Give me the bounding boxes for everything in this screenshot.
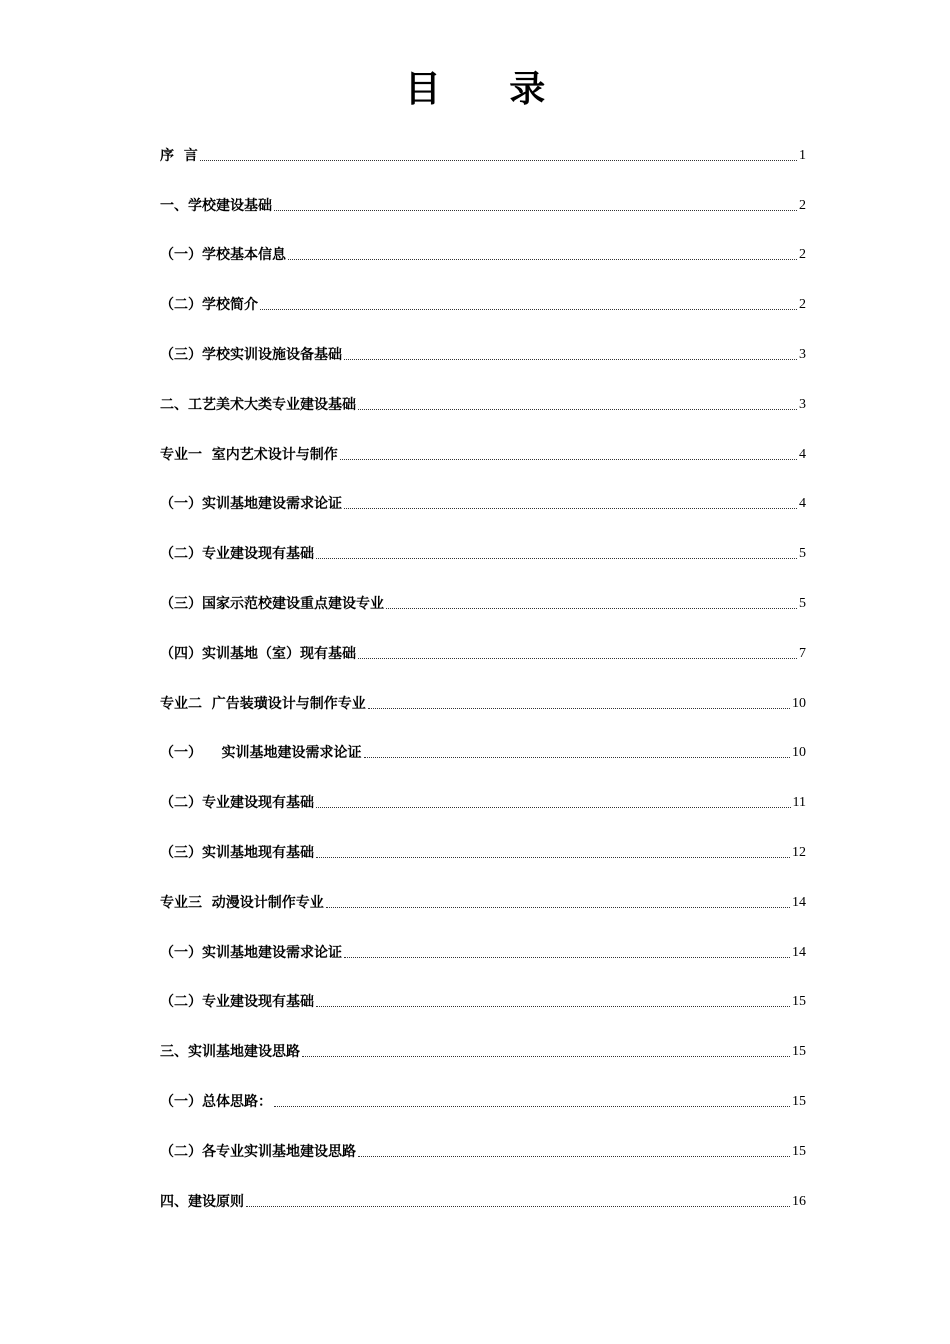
toc-entry-label: （三）国家示范校建设重点建设专业 (160, 595, 384, 612)
toc-leader-dots (316, 558, 797, 559)
toc-entry-preface[interactable] (160, 141, 806, 191)
toc-entry-page: 3 (799, 396, 806, 412)
toc-entry[interactable] (160, 340, 806, 390)
toc-entry[interactable] (160, 589, 806, 639)
toc-entry[interactable] (160, 888, 806, 938)
toc-entry-label: 三、实训基地建设思路 (160, 1044, 300, 1061)
toc-leader-dots (302, 1056, 790, 1057)
toc-entry-label: （一）学校基本信息 (160, 247, 286, 264)
toc-entry-page: 2 (799, 197, 806, 213)
toc-leader-dots (246, 1206, 790, 1207)
toc-entry-page: 15 (792, 1044, 806, 1060)
toc-entry[interactable] (160, 1187, 806, 1237)
toc-leader-dots (326, 907, 790, 908)
toc-entry-page: 7 (799, 645, 806, 661)
toc-leader-dots (368, 708, 790, 709)
toc-entry[interactable] (160, 191, 806, 241)
toc-entry[interactable] (160, 1037, 806, 1087)
toc-entry-label: （一）总体思路： (160, 1093, 272, 1110)
toc-entry[interactable] (160, 1087, 806, 1137)
toc-entry-label: （二）学校简介 (160, 297, 258, 314)
toc-entry-label: （二）专业建设现有基础 (160, 994, 314, 1011)
toc-leader-dots (344, 957, 790, 958)
toc-leader-dots (358, 409, 797, 410)
toc-entry-label: （三）学校实训设施设备基础 (160, 346, 342, 363)
toc-leader-dots (316, 807, 791, 808)
toc-leader-dots (386, 608, 797, 609)
toc-entry-page: 2 (799, 297, 806, 313)
toc-leader-dots (260, 309, 797, 310)
toc-entry[interactable] (160, 788, 806, 838)
toc-leader-dots (316, 1006, 790, 1007)
toc-entry-page: 15 (792, 994, 806, 1010)
toc-entry-label: 专业二 广告装璜设计与制作专业 (160, 695, 366, 712)
toc-entry-label: 二、工艺美术大类专业建设基础 (160, 396, 356, 413)
toc-entry-page: 3 (799, 346, 806, 362)
toc-entry[interactable] (160, 988, 806, 1038)
toc-entry[interactable] (160, 241, 806, 291)
toc-entry-label: （四）实训基地（室）现有基础 (160, 645, 356, 662)
toc-entry[interactable] (160, 290, 806, 340)
toc-entry-page: 4 (799, 496, 806, 512)
toc-leader-dots (316, 857, 790, 858)
toc-entry-page: 16 (792, 1193, 806, 1209)
toc-leader-dots (288, 259, 797, 260)
toc-entry[interactable] (160, 1137, 806, 1187)
toc-entry-page: 1 (799, 147, 806, 163)
toc-entry[interactable] (160, 938, 806, 988)
toc-leader-dots (344, 359, 797, 360)
toc-leader-dots (200, 160, 797, 161)
toc-entry[interactable] (160, 490, 806, 540)
toc-leader-dots (274, 210, 797, 211)
toc-entry-label: 四、建设原则 (160, 1193, 244, 1210)
page-title: 目 录 (404, 69, 574, 110)
toc-entry-page: 11 (792, 795, 806, 811)
toc-entry-label: 序 言 (160, 147, 198, 164)
toc-entry-label: （一）实训基地建设需求论证 (160, 496, 342, 513)
toc-entry-page: 14 (792, 894, 806, 910)
toc-entry-page: 15 (792, 1143, 806, 1159)
toc-entry-page: 14 (792, 944, 806, 960)
toc-entry-page: 2 (799, 247, 806, 263)
toc-entry-label: （二）专业建设现有基础 (160, 795, 314, 812)
table-of-contents (160, 141, 806, 1237)
toc-entry-label: 专业一 室内艺术设计与制作 (160, 446, 338, 463)
toc-entry-label: （二）各专业实训基地建设思路 (160, 1143, 356, 1160)
toc-entry-page: 5 (799, 546, 806, 562)
toc-entry[interactable] (160, 739, 806, 789)
toc-leader-dots (344, 508, 797, 509)
toc-entry-page: 10 (792, 695, 806, 711)
toc-entry[interactable] (160, 838, 806, 888)
toc-entry[interactable] (160, 639, 806, 689)
toc-leader-dots (358, 1156, 790, 1157)
toc-leader-dots (274, 1106, 790, 1107)
toc-entry-label: 一、学校建设基础 (160, 197, 272, 214)
toc-entry-label: （三）实训基地现有基础 (160, 844, 314, 861)
toc-entry[interactable] (160, 539, 806, 589)
toc-leader-dots (340, 459, 797, 460)
toc-entry[interactable] (160, 689, 806, 739)
toc-entry[interactable] (160, 390, 806, 440)
toc-entry-label: （一）实训基地建设需求论证 (160, 944, 342, 961)
toc-entry-page: 12 (792, 844, 806, 860)
toc-entry-label: （一） 实训基地建设需求论证 (160, 745, 362, 762)
toc-entry-page: 4 (799, 446, 806, 462)
toc-entry[interactable] (160, 440, 806, 490)
toc-leader-dots (358, 658, 797, 659)
toc-entry-label: 专业三 动漫设计制作专业 (160, 894, 324, 911)
toc-entry-label: （二）专业建设现有基础 (160, 546, 314, 563)
toc-entry-page: 15 (792, 1093, 806, 1109)
toc-entry-page: 5 (799, 595, 806, 611)
toc-entry-page: 10 (792, 745, 806, 761)
toc-leader-dots (364, 757, 791, 758)
